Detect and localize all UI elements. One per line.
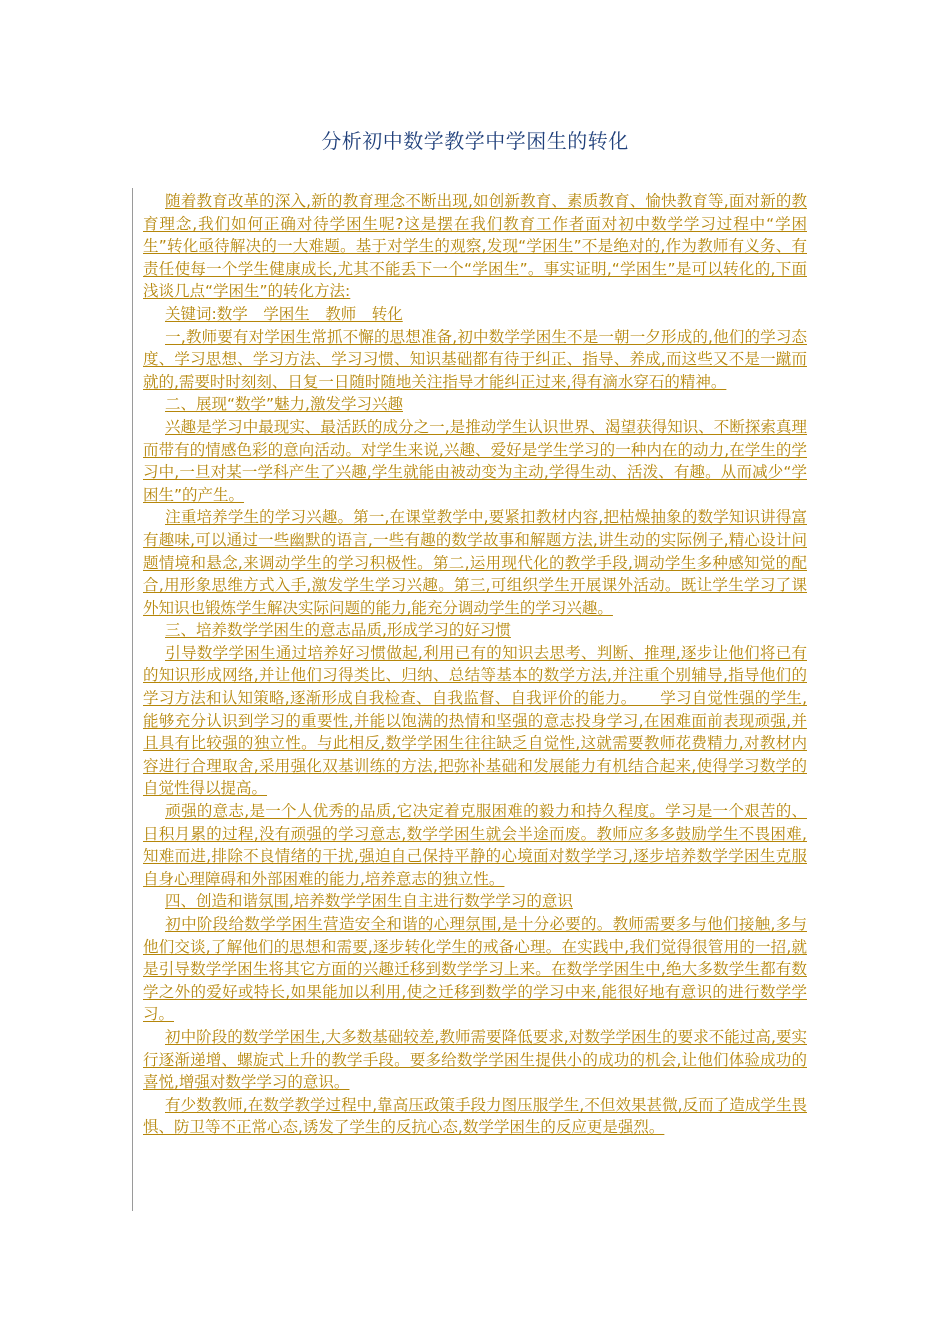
paragraph-text: 关键词:数学 学困生 教师 转化 (165, 304, 403, 323)
margin-rule (132, 188, 133, 1211)
paragraph-keywords (143, 303, 807, 326)
paragraph-text: 初中阶段给数学学困生营造安全和谐的心理氛围,是十分必要的。教师需要多与他们接触,多与他们交谈,了解他们的思想和需要,逐步转化学生的戒备心理。在实践中,我们觉得很管用的一招,就是引导数学学困生将其它方面的兴趣迁移到数学学习上来。在数学学困生中,绝大多数学生都有数学之外的爱好或特长,如果能加以利用,使之迁移到数学的学习中来,能很好地有意识的进行数学学习。 (143, 915, 807, 1024)
paragraph-text: 三、培养数学学困生的意志品质,形成学习的好习惯 (165, 621, 511, 640)
paragraph-pressure (143, 1094, 807, 1139)
paragraph-text: 四、创造和谐氛围,培养数学学困生自主进行数学学习的意识 (165, 892, 573, 911)
paragraph-text: 二、展现“数学”魅力,激发学习兴趣 (165, 395, 403, 414)
paragraph-lower-requirements (143, 1026, 807, 1094)
paragraph-habits (143, 642, 807, 800)
paragraph-section-1 (143, 326, 807, 394)
paragraph-text: 初中阶段的数学学困生,大多数基础较差,教师需要降低要求,对数学学困生的要求不能过高,要实行逐渐递增、螺旋式上升的教学手段。要多给数学学困生提供小的成功的机会,让他们体验成功的喜悦,增强对数学学习的意识。 (143, 1027, 807, 1092)
paragraph-atmosphere (143, 913, 807, 1026)
paragraph-text: 引导数学学困生通过培养好习惯做起,利用已有的知识去思考、判断、推理,逐步让他们将已有的知识形成网络,并让他们习得类比、归纳、总结等基本的数学方法,并注重个别辅导,指导他们的学习方法和认知策略,逐渐形成自我检查、自我监督、自我评价的能力。 学习自觉性强的学生,能够充分认识到学习的重要性,并能以饱满的热情和坚强的意志投身学习,在困难面前表现顽强,并且具有比较强的独立性。与此相反,数学学困生往往缺乏自觉性,这就需要教师花费精力,对教材内容进行合理取舍,采用强化双基训练的方法,把弥补基础和发展能力有机结合起来,使得学习数学的自觉性得以提高。 (143, 643, 807, 798)
heading-section-2 (143, 393, 807, 416)
paragraph-text: 顽强的意志,是一个人优秀的品质,它决定着克服困难的毅力和持久程度。学习是一个艰苦的、日积月累的过程,没有顽强的学习意志,数学学困生就会半途而废。教师应多多鼓励学生不畏困难,知难而进,排除不良情绪的干扰,强迫自己保持平静的心境面对数学学习,逐步培养数学学困生克服自身心理障碍和外部困难的能力,培养意志的独立性。 (143, 802, 807, 888)
paragraph-willpower (143, 800, 807, 890)
paragraph-text: 一,教师要有对学困生常抓不懈的思想准备,初中数学学困生不是一朝一夕形成的,他们的学习态度、学习思想、学习方法、学习习惯、知识基础都有待于纠正、指导、养成,而这些又不是一蹴而就的,需要时时刻刻、日复一日随时随地关注指导才能纠正过来,得有滴水穿石的精神。 (143, 327, 807, 391)
document-body (143, 190, 807, 1139)
paragraph-intro (143, 190, 807, 303)
paragraph-text: 随着教育改革的深入,新的教育理念不断出现,如创新教育、素质教育、愉快教育等,面对新的教育理念,我们如何正确对待学困生呢?这是摆在我们教育工作者面对初中数学学习过程中“学困生”转化亟待解决的一大难题。基于对学生的观察,发现“学困生”不是绝对的,作为教师有义务、有责任使每一个学生健康成长,尤其不能丢下一个“学困生”。事实证明,“学困生”是可以转化的,下面浅谈几点“学困生”的转化方法: (143, 192, 807, 301)
heading-section-3 (143, 619, 807, 642)
paragraph-text: 注重培养学生的学习兴趣。第一,在课堂教学中,要紧扣教材内容,把枯燥抽象的数学知识讲得富有趣味,可以通过一些幽默的语言,一些有趣的数学故事和解题方法,讲生动的实际例子,精心设计问题情境和悬念,来调动学生的学习积极性。第二,运用现代化的教学手段,调动学生多种感知觉的配合,用形象思维方式入手,激发学生学习兴趣。第三,可组织学生开展课外活动。既让学生学习了课外知识也锻炼学生解决实际问题的能力,能充分调动学生的学习兴趣。 (143, 508, 807, 617)
page-title: 分析初中数学教学中学困生的转化 (321, 129, 629, 153)
paragraph-text: 有少数教师,在数学教学过程中,靠高压政策手段力图压服学生,不但效果甚微,反而了造成学生畏惧、防卫等不正常心态,诱发了学生的反抗心态,数学学困生的反应更是强烈。 (143, 1095, 807, 1137)
paragraph-interest (143, 416, 807, 506)
paragraph-interest-methods (143, 506, 807, 619)
heading-section-4 (143, 890, 807, 913)
paragraph-text: 兴趣是学习中最现实、最活跃的成分之一,是推动学生认识世界、渴望获得知识、不断探索真理而带有的情感色彩的意向活动。对学生来说,兴趣、爱好是学生学习的一种内在的动力,在学生的学习中,一旦对某一学科产生了兴趣,学生就能由被动变为主动,学得生动、活泼、有趣。从而减少“学困生”的产生。 (143, 417, 807, 504)
